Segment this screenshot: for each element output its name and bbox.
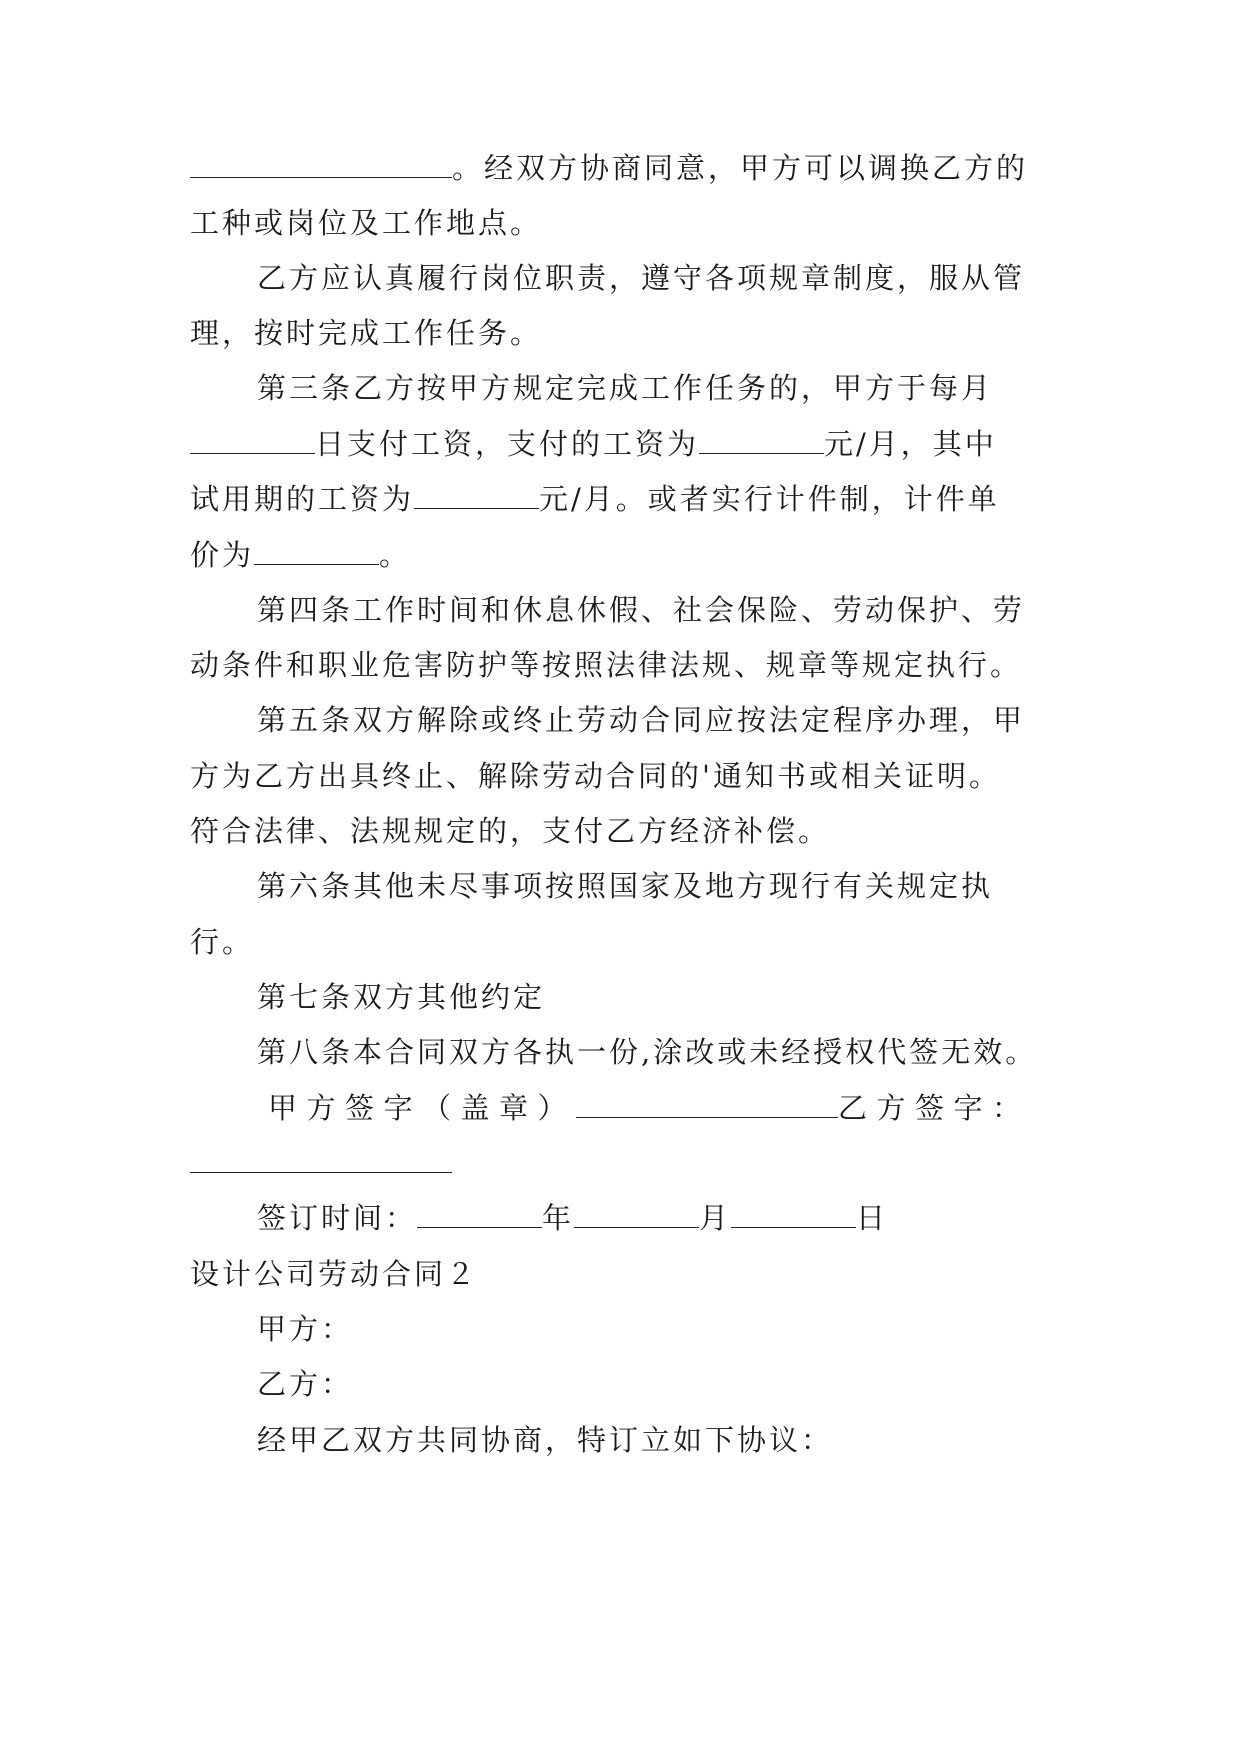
line-text: 乙方应认真履行岗位职责，遵守各项规章制度，服从管 — [257, 261, 1026, 295]
party-b-line — [257, 1364, 353, 1404]
signing-date-line — [257, 1198, 888, 1238]
line-text: 第五条双方解除或终止劳动合同应按法定程序办理，甲 — [257, 703, 1026, 737]
day-label: 日 — [856, 1201, 889, 1235]
party-a-signature-label: 甲方签字（盖章） — [268, 1091, 577, 1125]
paragraph-line — [190, 535, 411, 575]
party-b-signature-label: 乙方签字： — [838, 1091, 1031, 1125]
line-text: 经甲乙双方共同协商，特订立如下协议： — [257, 1423, 834, 1457]
month-blank — [574, 1201, 699, 1228]
clause-5-heading — [257, 700, 1025, 740]
signing-date-label: 签订时间： — [257, 1201, 418, 1235]
paragraph-line — [190, 811, 830, 851]
paragraph-line — [190, 756, 1001, 796]
paragraph-line — [190, 203, 542, 243]
party-a-line — [257, 1309, 353, 1349]
clause-6-heading — [257, 866, 993, 906]
line-text: 元/月。或者实行计件制，计件单 — [539, 482, 1000, 516]
line-text: 动条件和职业危害防护等按照法律法规、规章等规定执行。 — [190, 648, 1023, 682]
line-text: 设计公司劳动合同２ — [190, 1257, 479, 1291]
paragraph-line — [190, 645, 1022, 685]
fill-blank — [254, 538, 379, 565]
fill-blank — [190, 427, 315, 454]
clause-8-heading — [257, 1032, 1037, 1072]
fill-blank — [414, 482, 539, 509]
line-text: 价为 — [190, 538, 255, 572]
line-text: 试用期的工资为 — [190, 482, 415, 516]
line-text: 第八条本合同双方各执一份,涂改或未经授权代签无效。 — [257, 1035, 1038, 1069]
line-text: 。 — [379, 538, 412, 572]
paragraph-line — [190, 922, 254, 962]
line-text: 元/月，其中 — [824, 427, 997, 461]
line-text: 甲方： — [257, 1312, 354, 1346]
signature-line — [190, 1143, 452, 1183]
year-label: 年 — [542, 1201, 575, 1235]
fill-blank — [699, 427, 824, 454]
line-text: 第三条乙方按甲方规定完成工作任务的，甲方于每月 — [257, 371, 994, 405]
paragraph-line — [190, 424, 997, 464]
line-text: 理，按时完成工作任务。 — [190, 316, 543, 350]
day-blank — [731, 1201, 856, 1228]
line-text: 第四条工作时间和休息休假、社会保险、劳动保护、劳 — [257, 593, 1026, 627]
party-b-signature-blank — [190, 1146, 452, 1173]
line-text: 方为乙方出具终止、解除劳动合同的'通知书或相关证明。 — [190, 759, 1001, 793]
year-blank — [417, 1201, 542, 1228]
party-a-signature-blank — [576, 1091, 838, 1118]
paragraph-line — [257, 258, 1025, 298]
line-text: 第六条其他未尽事项按照国家及地方现行有关规定执 — [257, 869, 994, 903]
line-text: 第七条双方其他约定 — [257, 980, 546, 1014]
section-title — [190, 1254, 478, 1294]
line-text: 行。 — [190, 925, 255, 959]
line-text: 日支付工资，支付的工资为 — [315, 427, 700, 461]
signature-line — [268, 1088, 1031, 1128]
fill-blank — [190, 151, 452, 178]
agreement-intro — [257, 1420, 833, 1460]
clause-4-heading — [257, 590, 1025, 630]
line-text: 。经双方协商同意，甲方可以调换乙方的 — [452, 151, 1029, 185]
line-text: 符合法律、法规规定的，支付乙方经济补偿。 — [190, 814, 831, 848]
line-text: 乙方： — [257, 1367, 354, 1401]
clause-7-heading — [257, 977, 545, 1017]
line-text: 工种或岗位及工作地点。 — [190, 206, 543, 240]
clause-3-heading — [257, 368, 993, 408]
paragraph-line — [190, 479, 1000, 519]
month-label: 月 — [699, 1201, 732, 1235]
paragraph-line — [190, 148, 1028, 188]
paragraph-line — [190, 313, 542, 353]
